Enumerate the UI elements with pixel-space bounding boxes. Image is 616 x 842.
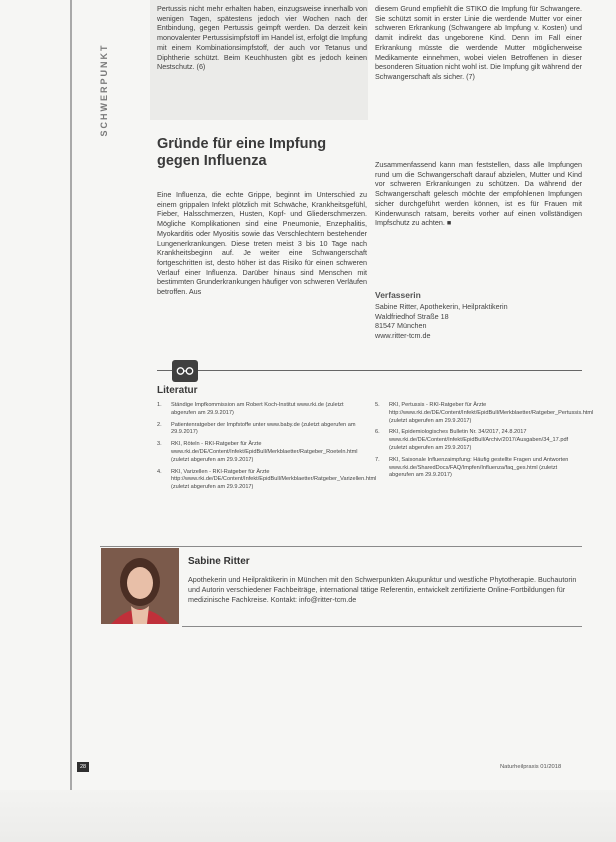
reference-item: 4. RKI, Varizellen - RKI-Ratgeber für Ärzte http://www.rki.de/DE/Content/Infekt/EpidBull/Merkblaetter/Ratgeber_Varizellen.html (zuletzt abgerufen am 29.9.2017) bbox=[157, 468, 377, 491]
author-label: Verfasserin bbox=[375, 290, 421, 300]
right-top-paragraph: diesem Grund empfiehlt die STIKO die Impfung für Schwangere. Sie schützt somit in erster Linie die werdende Mutter vor einer schweren Erkrankung (Schwangere ab Impfung v. Kosten) und damit indirekt das ungeborene Kind. Denn im Fall einer Erkrankung müsste die werdende Mutter möglicherweise Medikamente einnehmen, wobei vielen Betroffenen in dieser besonderen Situation nicht wohl ist. Die Impfung gilt während der Schwangerschaft als sicher. (7) bbox=[375, 4, 582, 81]
reference-item: 1. Ständige Impfkommission am Robert Koch-Institut www.rki.de (zuletzt abgerufen am 29.9.2017) bbox=[157, 402, 344, 416]
page-number: 28 bbox=[77, 762, 89, 772]
reference-item: 3. RKI, Röteln - RKI-Ratgeber für Ärzte www.rki.de/DE/Content/Infekt/EpidBull/Merkblaetter/Ratgeber_Roeteln.html (zuletzt abgerufen am 29.9.2017) bbox=[157, 441, 358, 463]
bio-name: Sabine Ritter bbox=[188, 556, 250, 567]
left-top-paragraph: Pertussis nicht mehr erhalten haben, einzugsweise innerhalb von wenigen Tagen, spätestens jedoch vier Wochen nach der Entbindung, gegen Pertussis geimpft werden. Da derzeit kein monovalenter Pertussisimpfstoff im Handel ist, erfolgt die Impfung mit einem Kombinationsimpfstoff, der auch vor Tetanus und Diphtherie schützt. Beim Keuchhusten gibt es jedoch keinen Nestschutz. (6) bbox=[157, 4, 367, 72]
bio-top-divider bbox=[100, 546, 582, 547]
reference-item: 2. Patientenratgeber der Impfstoffe unter www.baby.de (zuletzt abgerufen am 29.9.2017) bbox=[157, 421, 356, 436]
section-tag: SCHWERPUNKT bbox=[99, 43, 109, 137]
reference-item: 6. RKI, Epidemiologisches Bulletin Nr. 34/2017, 24.8.2017 www.rki.de/DE/Content/Infekt/EpidBull/Archiv/2017/Ausgaben/34_17.pdf (zuletzt abgerufen am 29.9.2017) bbox=[375, 429, 569, 451]
author-city: 81547 München bbox=[375, 321, 427, 331]
bio-bottom-divider bbox=[182, 626, 582, 627]
reference-item: 5. RKI, Pertussis - RKI-Ratgeber für Ärzte http://www.rki.de/DE/Content/Infekt/EpidBull/Merkblaetter/Ratgeber_Pertussis.html (zuletzt abgerufen am 29.9.2017) bbox=[375, 402, 594, 424]
references-right bbox=[375, 402, 594, 484]
author-web[interactable]: www.ritter-tcm.de bbox=[375, 331, 431, 341]
literature-title: Literatur bbox=[157, 385, 198, 396]
summary-paragraph: Zusammenfassend kann man feststellen, dass alle Impfungen rund um die Schwangerschaft darauf abzielen, Mutter und Kind vor schweren Erkrankungen zu schützen. Da während der Schwangerschaft gelesch möchte der empfohlenen Impfungen sicher durchgeführt werden können, ist es für Frauen mit Kinderwunsch ratsam, bereits vorher auf einen vollständigen Impfschutz zu achten. ■ bbox=[375, 160, 582, 228]
references-left bbox=[157, 402, 377, 496]
reference-item: 7. RKI, Saisonale Influenzaimpfung: Häufig gestellte Fragen und Antworten www.rki.de/SharedDocs/FAQ/Impfen/Influenza/faq_ges.html (zuletzt abgerufen am 29.9.2017) bbox=[375, 456, 569, 479]
journal-footer: Naturheilpraxis 01/2018 bbox=[500, 764, 562, 770]
left-body-paragraph: Eine Influenza, die echte Grippe, beginnt im Unterschied zu einem grippalen Infekt plötzlich mit Schwäche, Krankheitsgefühl, Fieber, Halsschmerzen, Husten, Kopf- und Gliederschmerzen. Mögliche Komplikationen sind eine Pneumonie, Enzephalitis, Myokarditis oder Myositis sowie das Verschlechtern bestehender Lungenerkrankungen. Diese treten meist 3 bis 10 Tage nach Krankheitsbeginn auf. Je weiter eine Schwangerschaft fortgeschritten ist, desto höher ist das Risiko für einen schweren Verlauf einer Influenza. Darüber hinaus sind Menschen mit bestimmten Grunderkrankungen häufiger von schweren Verläufen betroffen. Aus bbox=[157, 190, 367, 297]
article-heading: Gründe für eine Impfung gegen Influenza bbox=[157, 136, 327, 169]
literature-divider bbox=[157, 370, 582, 371]
author-name: Sabine Ritter, Apothekerin, Heilpraktikerin bbox=[375, 302, 508, 311]
glasses-icon bbox=[172, 360, 198, 382]
scan-margin bbox=[0, 790, 616, 842]
left-body-text bbox=[157, 190, 367, 297]
author-address bbox=[375, 302, 508, 341]
summary-text bbox=[375, 160, 582, 228]
author-photo bbox=[101, 548, 179, 624]
author-street: Waldfriedhof Straße 18 bbox=[375, 311, 449, 321]
left-top-text bbox=[157, 4, 367, 72]
right-top-text bbox=[375, 4, 582, 82]
margin-line bbox=[70, 0, 72, 790]
bio-text: Apothekerin und Heilpraktikerin in München mit den Schwerpunkten Akupunktur und westliche Phytotherapie. Buchautorin und Autorin verschiedener Fachbeiträge, international tätige Referentin, entwickelt zertifizierte Online-Fortbildungen für medizinische Fachkreise. Kontakt: info@ritter-tcm.de bbox=[188, 575, 577, 605]
